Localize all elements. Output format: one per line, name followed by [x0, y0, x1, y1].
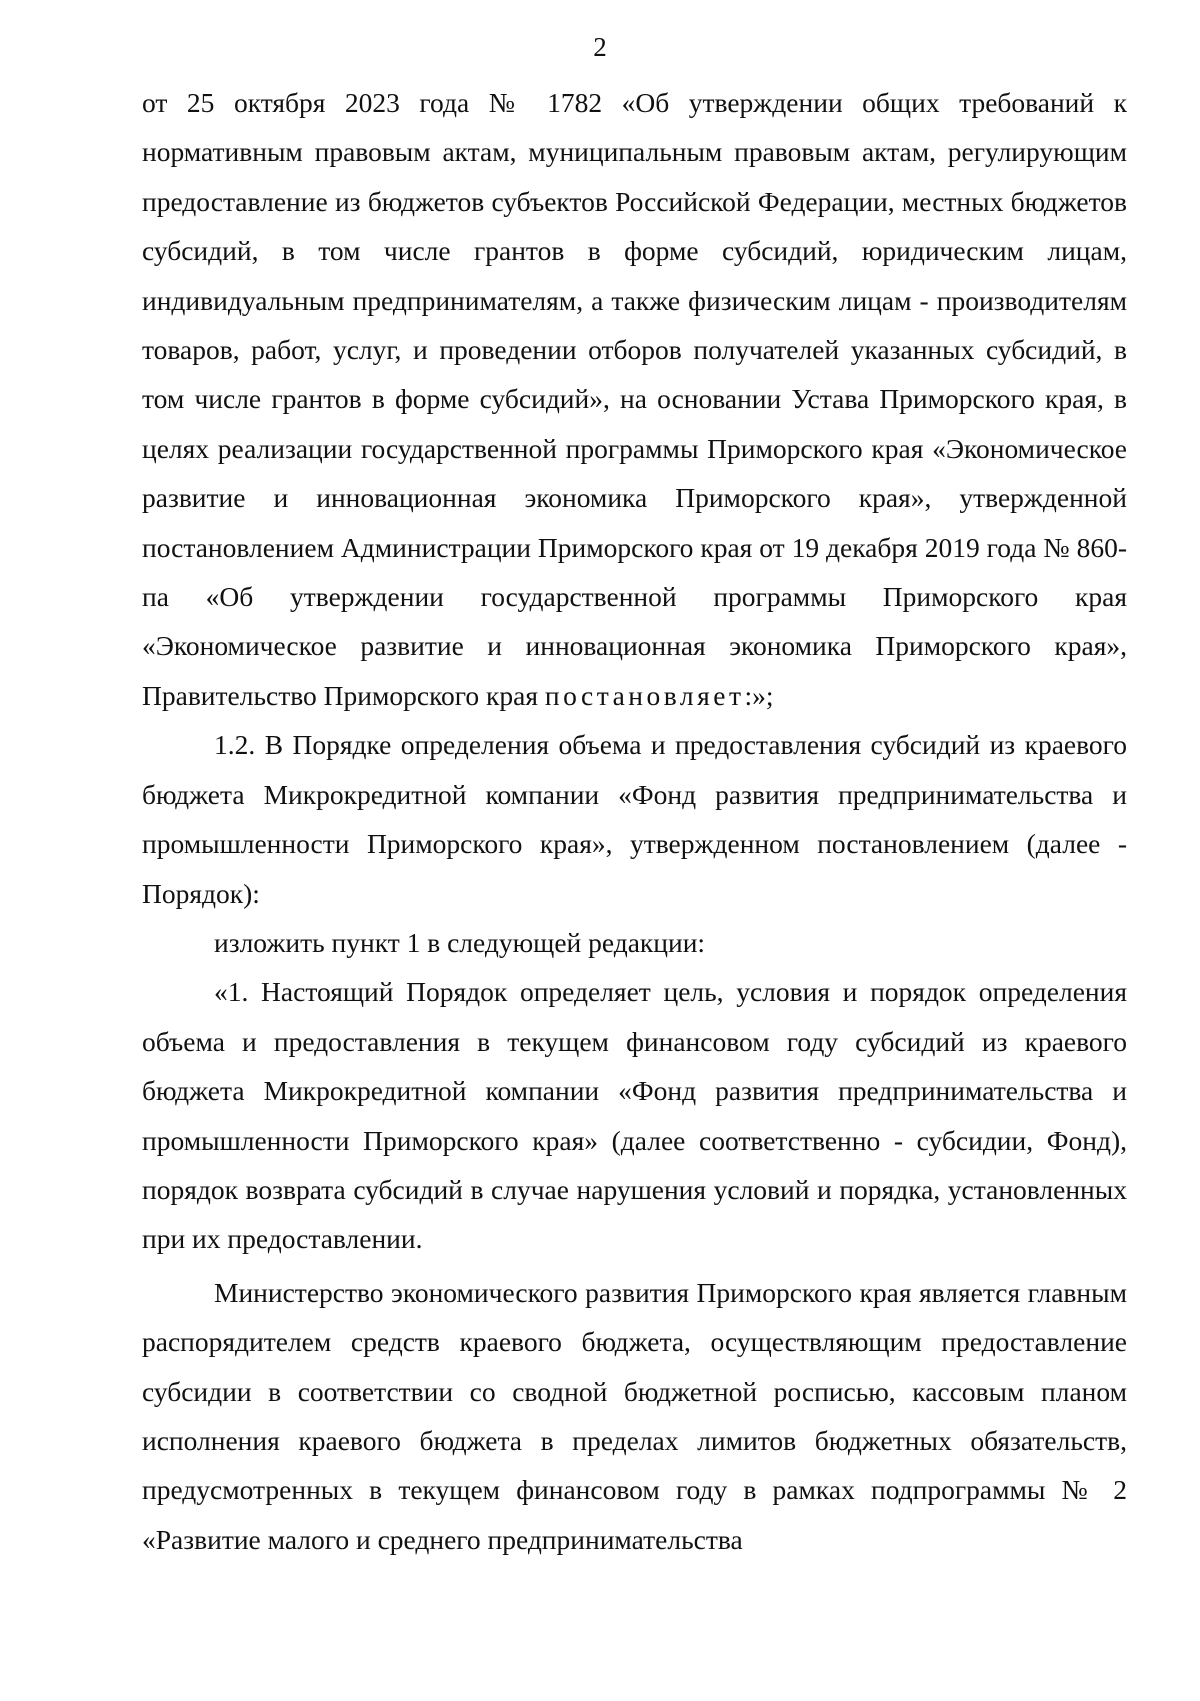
paragraph-preamble: [142, 78, 1127, 720]
paragraph-amend-instruction: изложить пункт 1 в следующей редакции:: [214, 926, 706, 958]
preamble-text: от 25 октября 2023 года № 1782 «Об утверждении общих требований к нормативным правовым актам, муниципальным правовым актам, регулирующим предоставление из бюджетов субъектов Российской Федерации, местных бюджетов субсидий, в том числе грантов в форме субсидий, юридическим лицам, индивидуальным предпринимателям, а также физическим лицам - производителям товаров, работ, услуг, и проведении отборов получателей указанных субсидий, в том числе грантов в форме субсидий», на основании Устава Приморского края, в целях реализации государственной программы Приморского края «Экономическое развитие и инновационная экономика Приморского края», утвержденной постановлением Администрации Приморского края от 19 декабря 2019 года № 860-па «Об утверждении государственной программы Приморского края «Экономическое развитие и инновационная экономика Приморского края», Правительство Приморского края: [142, 87, 1127, 711]
preamble-end: :»;: [744, 679, 774, 711]
page-number: 2: [593, 32, 607, 62]
paragraph-point-1: «1. Настоящий Порядок определяет цель, условия и порядок определения объема и предоставления в текущем финансовом году субсидий из краевого бюджета Микрокредитной компании «Фонд развития предпринимательства и промышленности Приморского края» (далее соответственно - субсидии, Фонд), порядок возврата субсидий в случае нарушения условий и порядка, установленных при их предоставлении.: [142, 976, 1127, 1255]
paragraph-ministry: Министерство экономического развития Приморского края является главным распорядителем средств краевого бюджета, осуществляющим предоставление субсидии в соответствии со сводной бюджетной росписью, кассовым планом исполнения краевого бюджета в пределах лимитов бюджетных обязательств, предусмотренных в текущем финансовом году в рамках подпрограммы № 2 «Развитие малого и среднего предпринимательства: [142, 1276, 1127, 1555]
resolves-word: постановляет: [544, 679, 745, 711]
paragraph-1-2: 1.2. В Порядке определения объема и предоставления субсидий из краевого бюджета Микрокредитной компании «Фонд развития предпринимательства и промышленности Приморского края», утвержденном постановлением (далее - Порядок):: [142, 729, 1127, 909]
document-body: [142, 78, 1127, 1564]
